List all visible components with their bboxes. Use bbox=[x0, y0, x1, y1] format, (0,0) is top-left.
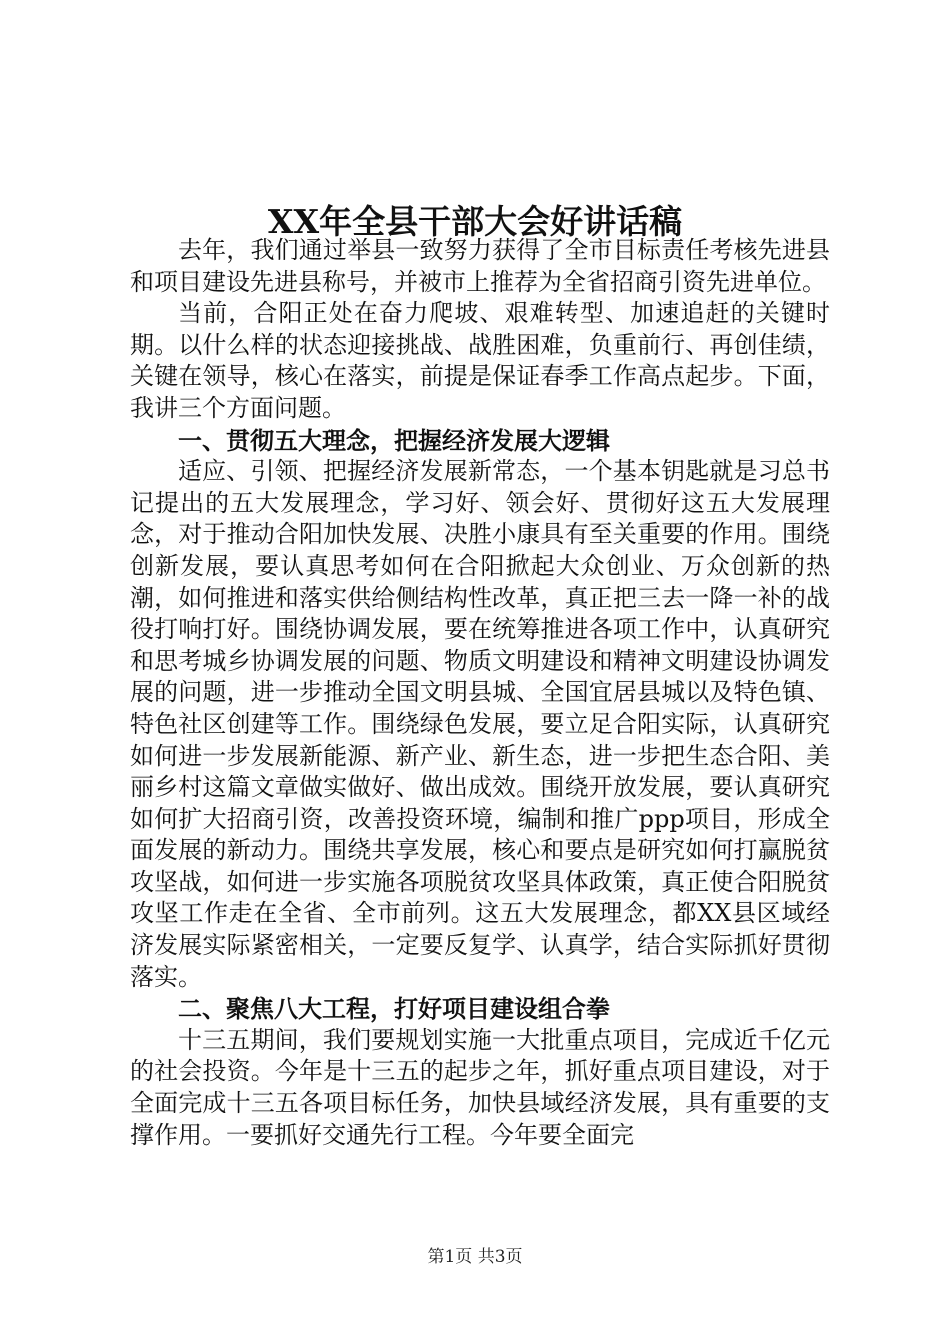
section-heading-2: 二、聚焦八大工程，打好项目建设组合拳 bbox=[178, 994, 610, 1024]
document-title: XX年全县干部大会好讲话稿 bbox=[267, 202, 683, 242]
paragraph-3: 适应、引领、把握经济发展新常态，一个基本钥匙就是习总书记提出的五大发展理念，学习好、领会好、贯彻好这五大发展理念，对于推动合阳加快发展、决胜小康具有至关重要的作用。围绕创新发展，要认真思考如何在合阳掀起大众创业、万众创新的热潮，如何推进和落实供给侧结构性改革，真正把三去一降一补的战役打响打好。围绕协调发展，要在统筹推进各项工作中，认真研究和思考城乡协调发展的问题、物质文明建设和精神文明建设协调发展的问题，进一步推动全国文明县城、全国宜居县城以及特色镇、特色社区创建等工作。围绕绿色发展，要立足合阳实际，认真研究如何进一步发展新能源、新产业、新生态，进一步把生态合阳、美丽乡村这篇文章做实做好、做出成效。围绕开放发展，要认真研究如何扩大招商引资，改善投资环境，编制和推广ppp项目，形成全面发展的新动力。围绕共享发展，核心和要点是研究如何打赢脱贫攻坚战，如何进一步实施各项脱贫攻坚具体政策，真正使合阳脱贫攻坚工作走在全省、全市前列。这五大发展理念，都XX县区域经济发展实际紧密相关，一定要反复学、认真学，结合实际抓好贯彻落实。 bbox=[130, 457, 830, 991]
page-indicator: 第1页 共3页 bbox=[427, 1247, 523, 1267]
paragraph-4: 十三五期间，我们要规划实施一大批重点项目，完成近千亿元的社会投资。今年是十三五的起步之年，抓好重点项目建设，对于全面完成十三五各项目标任务，加快县域经济发展，具有重要的支撑作用。一要抓好交通先行工程。今年要全面完 bbox=[130, 1025, 830, 1149]
section-heading-1: 一、贯彻五大理念，把握经济发展大逻辑 bbox=[178, 425, 610, 455]
paragraph-2: 当前，合阳正处在奋力爬坡、艰难转型、加速追赶的关键时期。以什么样的状态迎接挑战、战胜困难，负重前行、再创佳绩，关键在领导，核心在落实，前提是保证春季工作高点起步。下面，我讲三个方面问题。 bbox=[130, 299, 830, 422]
document-body bbox=[130, 235, 830, 1151]
paragraph-1: 去年，我们通过举县一致努力获得了全市目标责任考核先进县和项目建设先进县称号，并被市上推荐为全省招商引资先进单位。 bbox=[130, 236, 830, 296]
